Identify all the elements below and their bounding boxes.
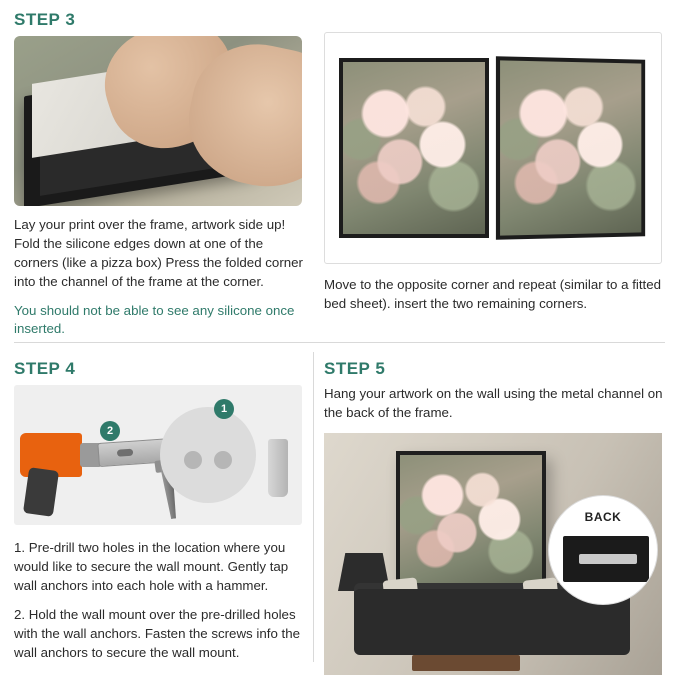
back-of-frame-detail-bubble bbox=[548, 495, 658, 605]
floral-artwork bbox=[400, 455, 542, 589]
drill-grip bbox=[23, 467, 59, 517]
step3-left-column bbox=[14, 10, 304, 339]
step5-title: STEP 5 bbox=[324, 359, 386, 379]
coffee-table bbox=[412, 655, 520, 671]
floral-artwork bbox=[343, 62, 485, 234]
step3-instruction-block bbox=[14, 216, 304, 339]
pre-drilled-hole bbox=[214, 451, 232, 469]
step5-column bbox=[324, 359, 664, 675]
step4-paragraph-2: 2. Hold the wall mount over the pre-drilled holes with the wall anchors. Fasten the screws info the wall anchors to secure the wall mount. bbox=[14, 606, 301, 660]
step3-instruction-accent: You should not be able to see any silicone once inserted. bbox=[14, 302, 295, 337]
horizontal-divider bbox=[14, 342, 665, 343]
vertical-divider bbox=[313, 352, 314, 662]
step3-instruction-main: Lay your print over the frame, artwork side up! Fold the silicone edges down at one of the corners (like a pizza box) Press the folded corner into the channel of the frame at the corner. bbox=[14, 217, 303, 289]
step4-paragraph-1: 1. Pre-drill two holes in the location where you would like to secure the wall mount. Gently tap wall anchors into each hole with a hammer. bbox=[14, 540, 289, 593]
step3-side-instruction: Move to the opposite corner and repeat (similar to a fitted bed sheet). insert the two remaining corners. bbox=[324, 277, 662, 311]
metal-channel bbox=[579, 554, 637, 564]
step5-photo-wrap bbox=[324, 433, 664, 675]
step3-right-column bbox=[324, 10, 664, 339]
two-prints-panel bbox=[324, 32, 662, 264]
step4-instructions bbox=[14, 539, 304, 662]
pre-drilled-hole bbox=[184, 451, 202, 469]
bracket-slot bbox=[117, 449, 133, 457]
hung-artwork bbox=[396, 451, 546, 593]
step4-title: STEP 4 bbox=[14, 359, 76, 379]
art-print-right bbox=[496, 56, 645, 240]
callout-badge-2: 2 bbox=[100, 421, 120, 441]
step3-title: STEP 3 bbox=[14, 10, 76, 29]
step4-column bbox=[14, 359, 304, 675]
wall-anchor-icon bbox=[268, 439, 288, 497]
bottom-section bbox=[14, 359, 665, 675]
step3-photo-hands-inserting-print bbox=[14, 36, 302, 206]
step4-diagram-drill-and-anchors bbox=[14, 385, 302, 525]
callout-badge-1: 1 bbox=[214, 399, 234, 419]
back-label: BACK bbox=[584, 510, 622, 524]
floral-artwork bbox=[500, 60, 641, 235]
step5-instruction: Hang your artwork on the wall using the metal channel on the back of the frame. bbox=[324, 386, 663, 421]
step3-section bbox=[14, 10, 665, 339]
art-print-left bbox=[339, 58, 489, 238]
wall-holes-circle bbox=[160, 407, 256, 503]
